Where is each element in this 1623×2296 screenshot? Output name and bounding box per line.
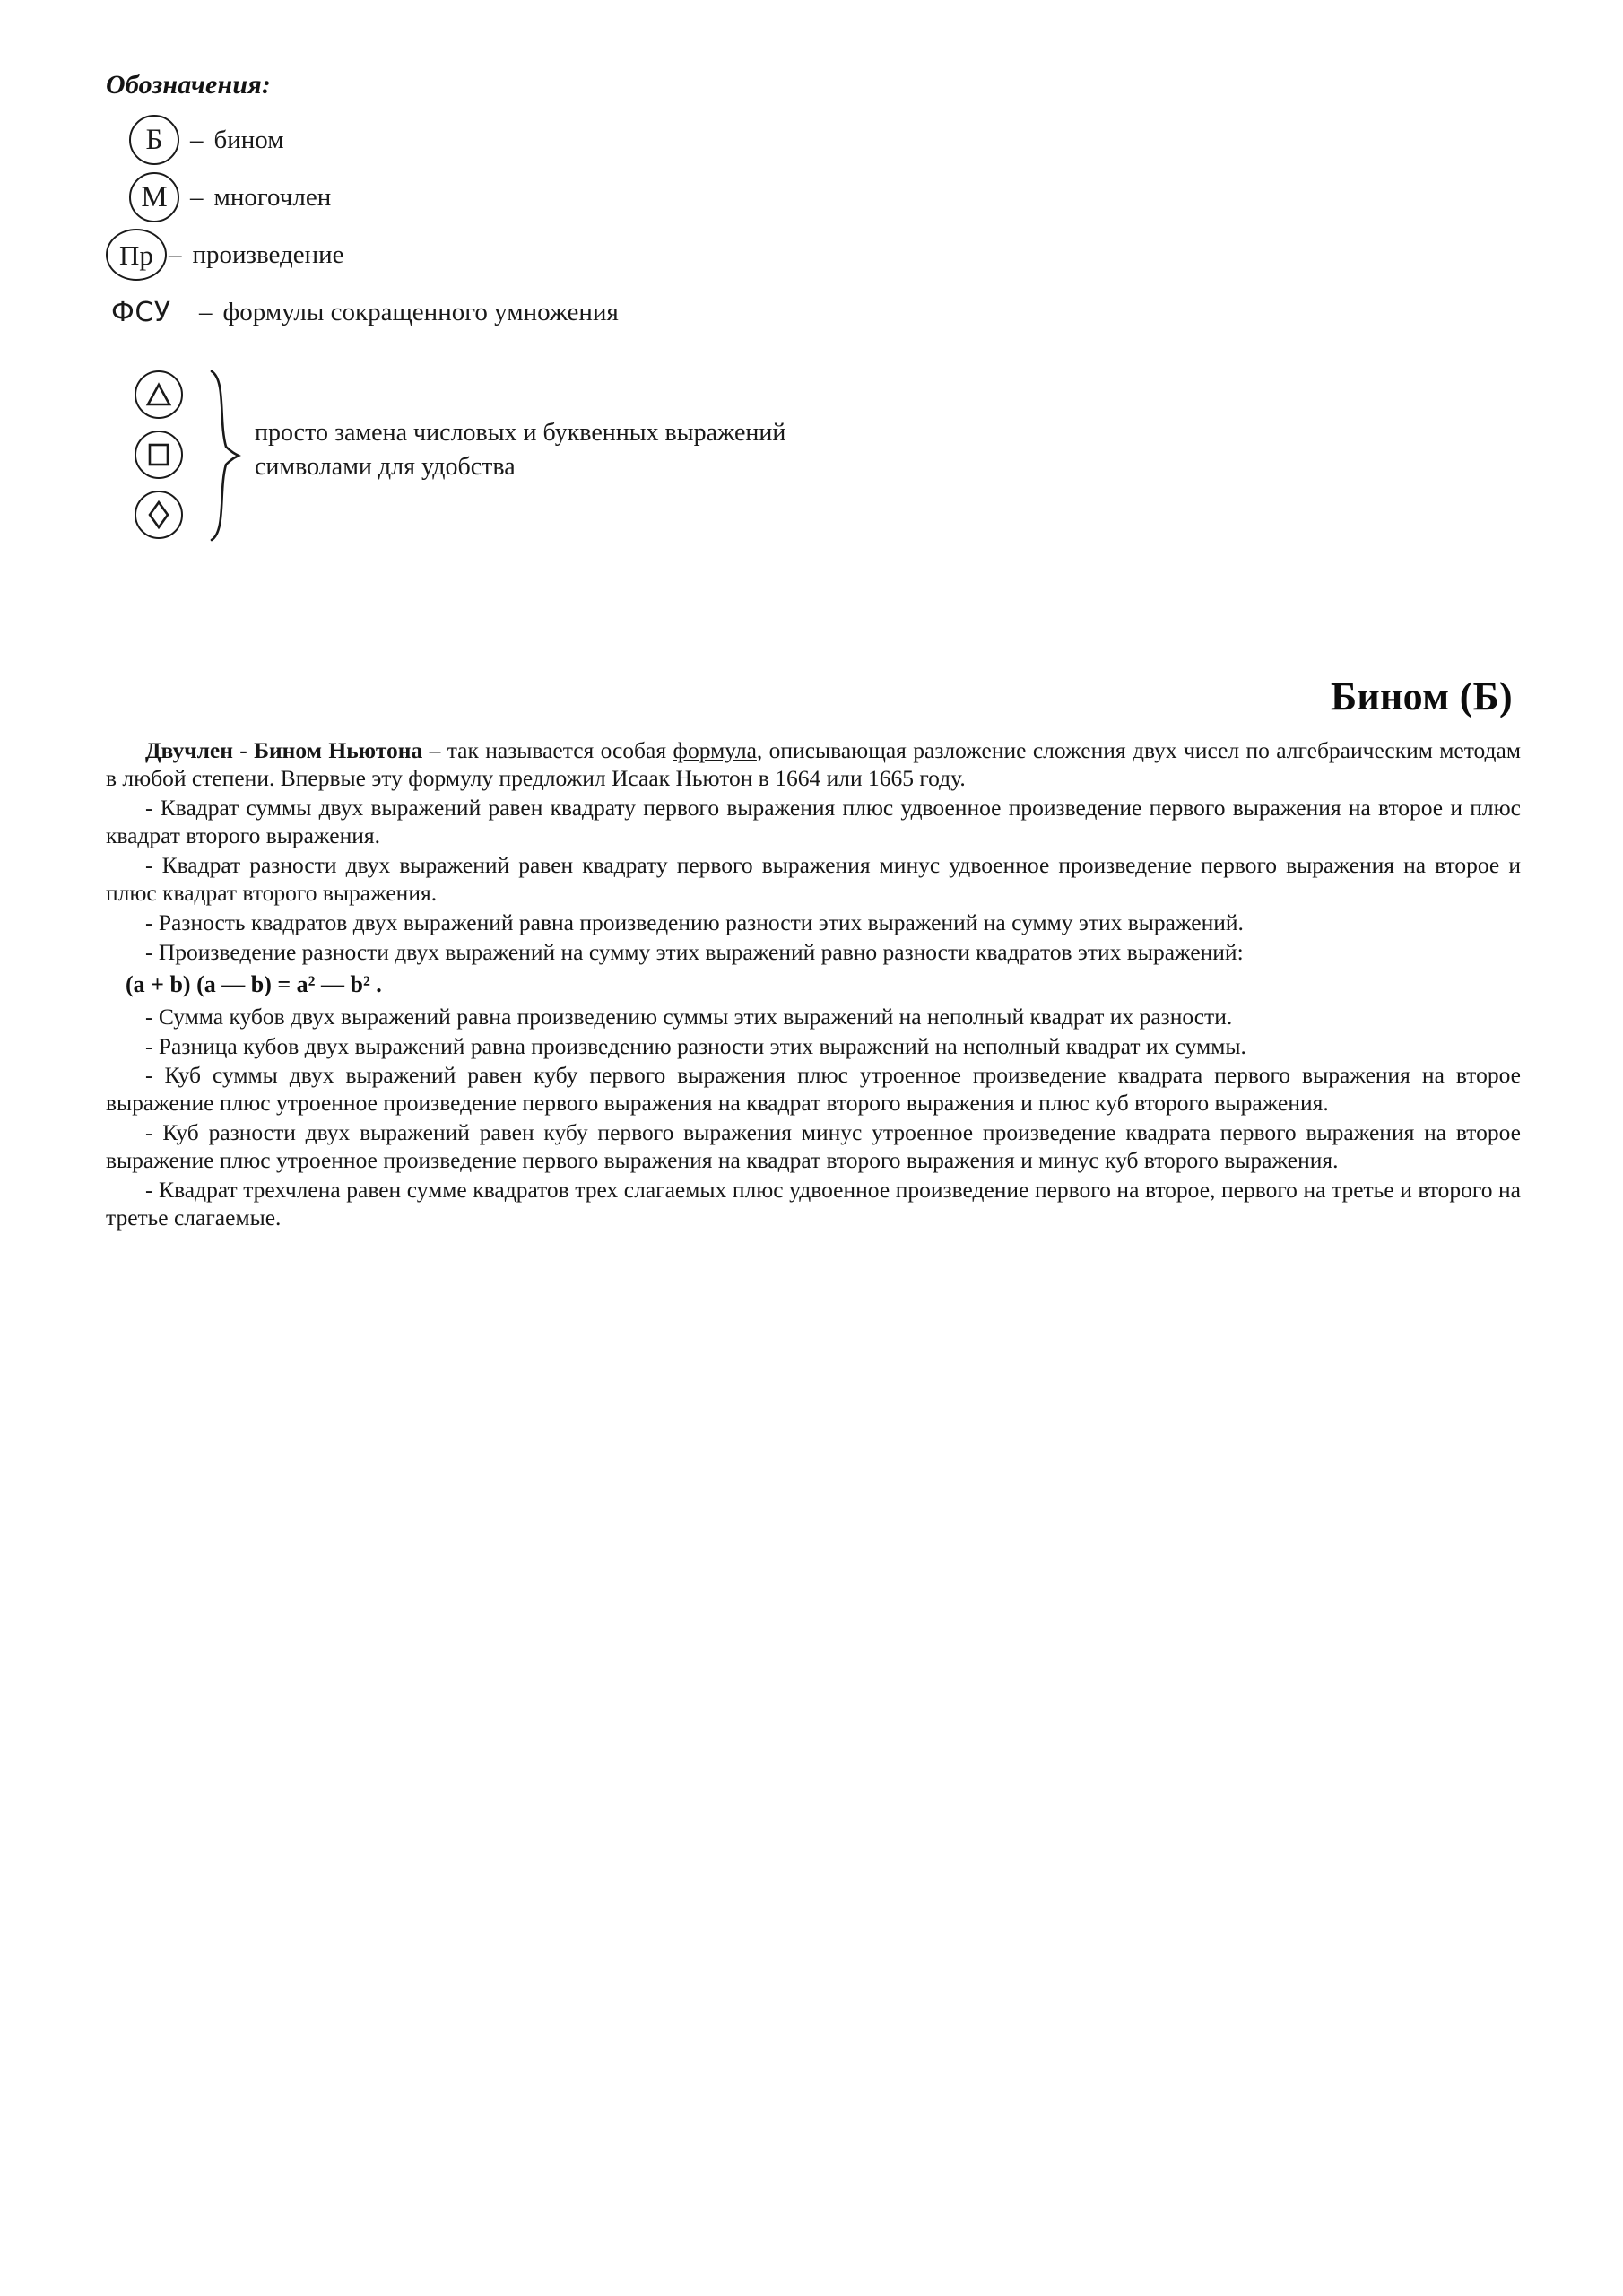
legend-label-proizvedenie: произведение	[192, 239, 344, 269]
legend-shape-group-description	[255, 416, 785, 484]
shape-column	[129, 364, 188, 544]
legend-item-fsu	[106, 283, 1092, 341]
statement-paragraph: - Квадрат суммы двух выражений равен квадрату первого выражения плюс удвоенное произведение первого выражения на второе и плюс квадрат второго выражения.	[106, 794, 1521, 848]
shape-group-line-1: просто замена числовых и буквенных выражений	[255, 419, 786, 447]
legend-label-mnogochlen: многочлен	[213, 182, 332, 212]
statement-paragraph: - Куб суммы двух выражений равен кубу первого выражения плюс утроенное произведение квадрата первого выражения на второе выражение плюс утроенное произведение первого выражения на квадрат второго выражения и плюс куб второго выражения.	[106, 1062, 1521, 1117]
circled-letters-pr-icon	[106, 229, 167, 281]
legend-shape-group	[106, 364, 1092, 544]
intro-bold-term: Двучлен - Бином Ньютона	[145, 737, 423, 763]
circled-letter-b-icon	[129, 115, 179, 165]
page-title: Бином (Б)	[1330, 674, 1513, 719]
legend-label-fsu: формулы сокращенного умножения	[222, 297, 619, 326]
legend-item-proizvedenie	[106, 226, 1092, 283]
legend-dash: –	[169, 239, 182, 269]
shape-cell-diamond	[129, 484, 188, 544]
legend-symbol-glyph: Пр	[119, 239, 153, 271]
legend-title: Обозначения:	[106, 70, 272, 100]
shape-cell-square	[129, 424, 188, 484]
statement-paragraph: - Квадрат трехчлена равен сумме квадратов трех слагаемых плюс удвоенное произведение первого на второе, первого на третье и второго на третье слагаемые.	[106, 1177, 1521, 1231]
circled-square-icon	[135, 430, 183, 479]
legend-symbol-glyph: М	[141, 180, 168, 213]
legend-dash: –	[190, 125, 204, 154]
intro-after-lead: – так называется особая	[422, 737, 673, 763]
statement-paragraph: - Произведение разности двух выражений на сумму этих выражений равно разности квадратов этих выражений:	[145, 938, 1244, 965]
statement-paragraph: - Квадрат разности двух выражений равен квадрату первого выражения минус удвоенное произведение первого выражения на второе и плюс квадрат второго выражения.	[106, 851, 1521, 906]
circled-letter-m-icon	[129, 172, 179, 222]
curly-brace-icon	[199, 368, 253, 544]
circled-triangle-icon	[135, 370, 183, 419]
legend-section	[106, 70, 1092, 544]
shape-group-line-2: символами для удобства	[255, 453, 516, 482]
legend-item-mnogochlen	[106, 169, 1092, 226]
legend-dash: –	[190, 182, 204, 212]
intro-paragraph	[106, 737, 1521, 793]
intro-rest: , описывающая разложение сложения двух чисел по алгебраическим методам в любой степени. Впервые эту формулу предложил Исаак Ньютон в 1664 или 1665 году.	[106, 737, 1521, 791]
circled-diamond-icon	[135, 491, 183, 539]
legend-label-binom: бином	[213, 125, 284, 154]
document-body	[106, 737, 1521, 1234]
statement-paragraph: - Разница кубов двух выражений равна произведению разности этих выражений на неполный квадрат их суммы.	[145, 1032, 1246, 1059]
shape-cell-triangle	[129, 364, 188, 424]
abbreviation-fsu: ФСУ	[111, 296, 171, 328]
legend-symbol-glyph: Б	[145, 123, 163, 156]
formula-difference-of-squares: (a + b) (a — b) = a² — b² .	[126, 970, 382, 997]
statement-paragraph: - Сумма кубов двух выражений равна произведению суммы этих выражений на неполный квадрат их разности.	[145, 1003, 1233, 1030]
legend-dash: –	[199, 297, 213, 326]
legend-item-binom	[106, 111, 1092, 169]
statement-paragraph: - Куб разности двух выражений равен кубу первого выражения минус утроенное произведение квадрата первого выражения на второе выражение плюс утроенное произведение первого выражения на квадрат второго выражения и минус куб второго выражения.	[106, 1119, 1521, 1174]
intro-underlined-term: формула	[673, 737, 757, 763]
statement-paragraph: - Разность квадратов двух выражений равна произведению разности этих выражений на сумму этих выражений.	[145, 909, 1244, 935]
